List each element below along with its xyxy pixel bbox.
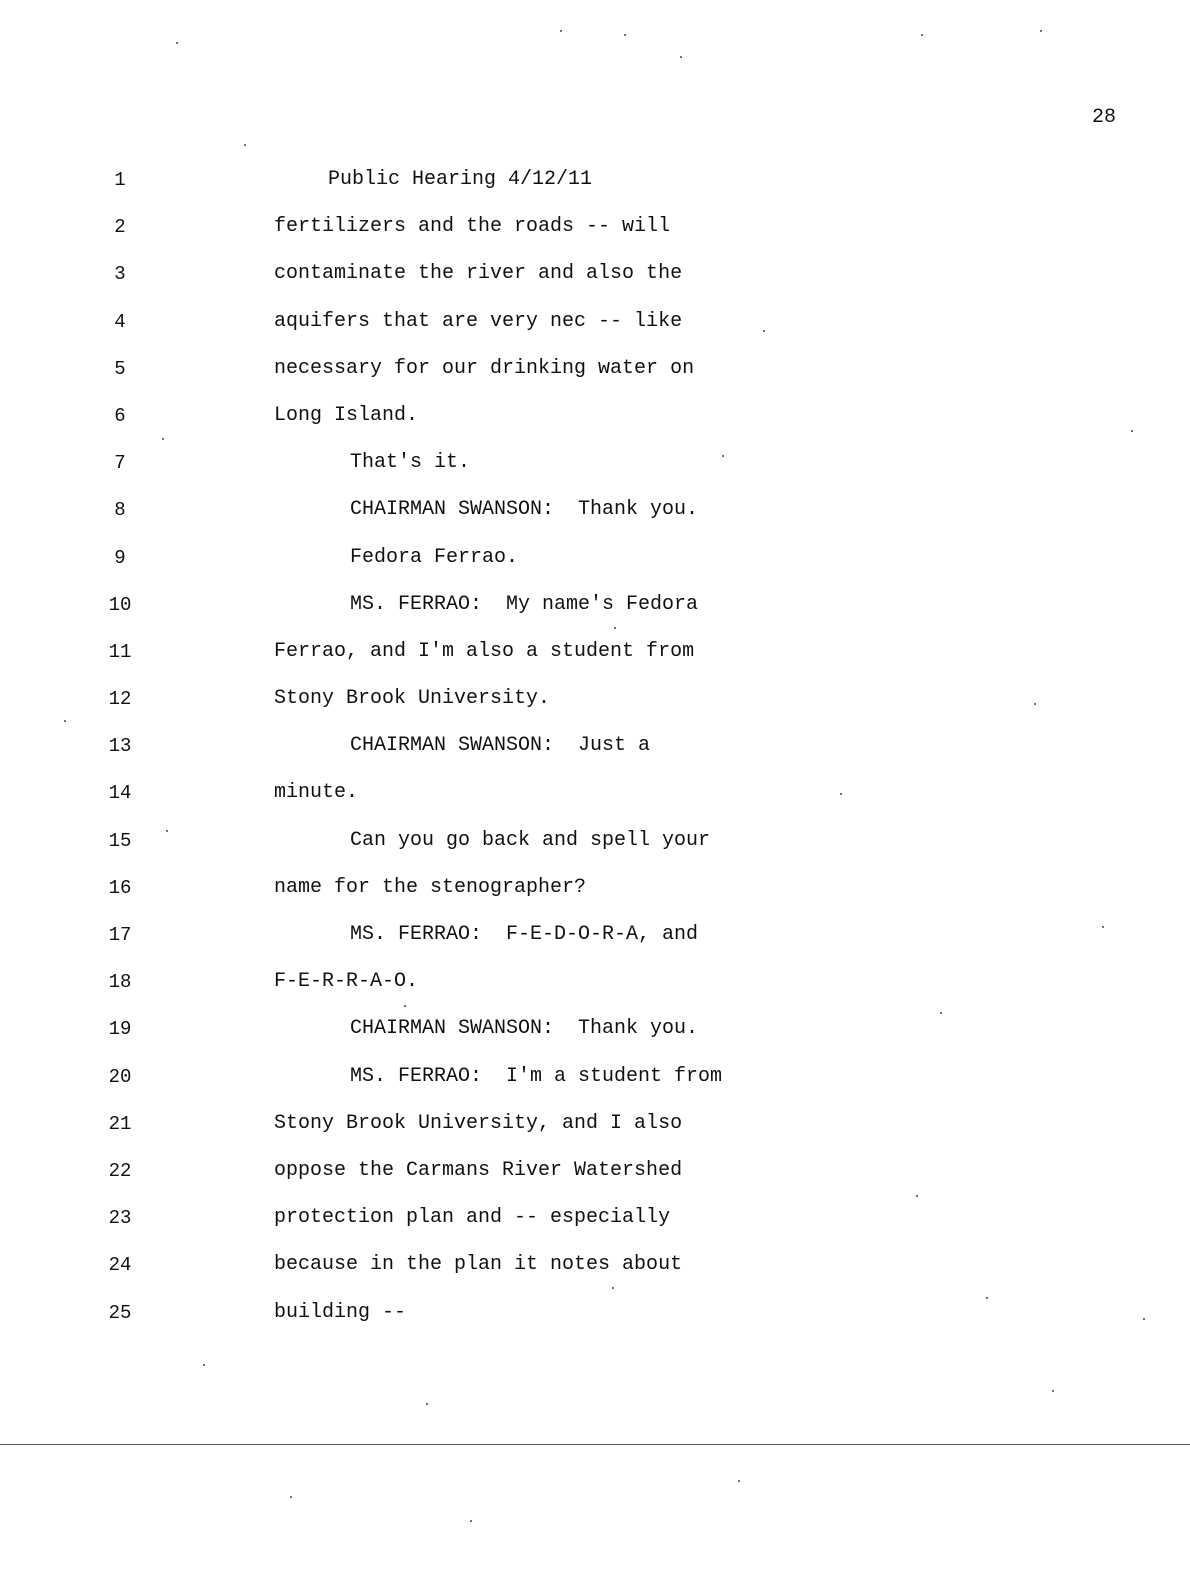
scan-speck <box>560 30 562 32</box>
scan-speck <box>1052 1390 1054 1392</box>
transcript-line: protection plan and -- especially <box>274 1206 671 1230</box>
scan-speck <box>203 1364 205 1366</box>
scan-speck <box>290 1496 292 1498</box>
line-number: 12 <box>108 688 132 711</box>
line-number: 10 <box>108 593 132 616</box>
line-number: 19 <box>108 1018 132 1041</box>
transcript-line: MS. FERRAO: My name's Fedora <box>350 592 699 616</box>
transcript-line: Stony Brook University, and I also <box>274 1111 683 1135</box>
scan-speck <box>680 56 682 58</box>
scan-speck <box>738 1480 740 1482</box>
scan-speck <box>426 1403 428 1405</box>
line-number: 17 <box>108 924 132 946</box>
transcript-line: MS. FERRAO: I'm a student from <box>350 1064 723 1088</box>
line-number: 21 <box>108 1112 132 1135</box>
scan-speck <box>916 1195 918 1197</box>
scan-speck <box>64 720 66 722</box>
line-number: 9 <box>114 546 126 569</box>
transcript-line: CHAIRMAN SWANSON: Just a <box>350 734 651 758</box>
scan-speck <box>624 34 626 36</box>
line-number: 18 <box>108 971 132 994</box>
scan-speck <box>840 793 842 795</box>
scan-speck <box>244 144 246 146</box>
line-number: 20 <box>108 1065 132 1088</box>
transcript-line: F-E-R-R-A-O. <box>274 970 419 994</box>
transcript-line: fertilizers and the roads -- will <box>274 215 671 239</box>
transcript-line: Can you go back and spell your <box>350 828 711 852</box>
transcript-line: Ferrao, and I'm also a student from <box>274 639 695 663</box>
transcript-line: CHAIRMAN SWANSON: Thank you. <box>350 1017 699 1041</box>
transcript-line: minute. <box>274 781 359 805</box>
line-number: 14 <box>108 782 132 805</box>
line-number: 4 <box>114 310 126 333</box>
scan-speck <box>722 455 724 457</box>
line-number: 25 <box>108 1301 132 1324</box>
scan-speck <box>1040 30 1042 32</box>
transcript-line: contaminate the river and also the <box>274 262 683 286</box>
scan-speck <box>940 1012 942 1014</box>
transcript-line: building -- <box>274 1300 407 1324</box>
line-number: 8 <box>114 499 126 522</box>
line-number: 24 <box>108 1254 132 1277</box>
transcript-line: because in the plan it notes about <box>274 1253 683 1277</box>
transcript-line: name for the stenographer? <box>274 875 587 899</box>
line-number: 3 <box>114 263 126 286</box>
scan-speck <box>1131 430 1133 432</box>
scan-speck <box>166 830 168 832</box>
scan-speck <box>921 34 923 36</box>
scan-speck <box>162 438 164 440</box>
transcript-body <box>274 168 874 1348</box>
transcript-line: Stony Brook University. <box>274 687 551 711</box>
transcript-line: necessary for our drinking water on <box>274 356 695 380</box>
line-number: 2 <box>114 216 126 239</box>
scan-speck <box>763 330 765 332</box>
line-number-column <box>100 168 140 1348</box>
line-number: 23 <box>108 1207 132 1230</box>
line-number: 7 <box>114 452 126 475</box>
transcript-line: Long Island. <box>274 403 419 427</box>
line-number: 13 <box>108 735 132 758</box>
line-number: 11 <box>108 640 132 663</box>
scan-speck <box>176 42 178 44</box>
scan-speck <box>404 1005 406 1007</box>
scan-speck <box>986 1297 988 1299</box>
line-number: 16 <box>108 876 132 899</box>
transcript-line: aquifers that are very nec -- like <box>274 309 683 333</box>
transcript-line: Fedora Ferrao. <box>350 545 519 569</box>
transcript-line: That's it. <box>350 451 471 475</box>
line-number: 1 <box>114 169 126 191</box>
scan-speck <box>1034 703 1036 705</box>
scan-speck <box>614 627 616 629</box>
line-number: 22 <box>108 1159 132 1182</box>
line-number: 5 <box>114 357 126 380</box>
scan-speck <box>1143 1318 1145 1320</box>
line-number: 15 <box>108 829 132 852</box>
scan-speck <box>1102 926 1104 928</box>
scan-speck <box>612 1287 614 1289</box>
line-number: 6 <box>114 404 126 427</box>
scan-speck <box>470 1520 472 1522</box>
page-number: 28 <box>1092 106 1117 129</box>
transcript-line: MS. FERRAO: F-E-D-O-R-A, and <box>350 923 699 946</box>
transcript-line: oppose the Carmans River Watershed <box>274 1158 683 1182</box>
footer-rule <box>0 1444 1190 1445</box>
transcript-line: CHAIRMAN SWANSON: Thank you. <box>350 498 699 522</box>
transcript-header: Public Hearing 4/12/11 <box>328 168 593 191</box>
